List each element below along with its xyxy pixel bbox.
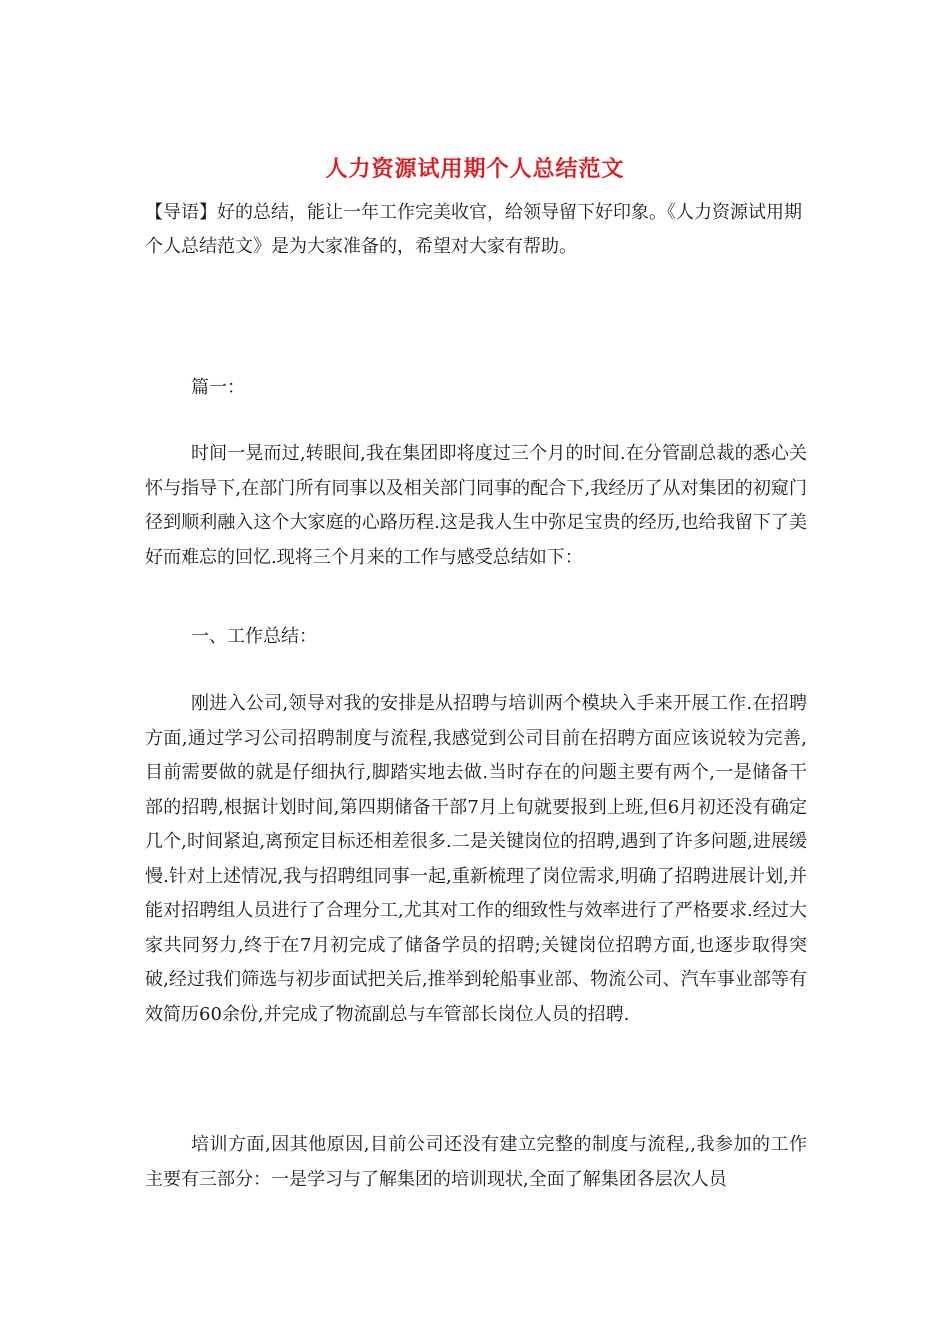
section-heading-work-summary: 一、工作总结： xyxy=(191,626,317,647)
body-paragraph-3: 培训方面,因其他原因,目前公司还没有建立完整的制度与流程,,我参加的工作主要有三部分：一是学习与了解集团的培训现状,全面了解集团各层次人员 xyxy=(145,1134,807,1190)
intro-text: 【导语】好的总结，能让一年工作完美收官，给领导留下好印象。《人力资源试用期个人总结范文》是为大家准备的，希望对大家有帮助。 xyxy=(145,202,802,257)
body-paragraph-1: 时间一晃而过,转眼间,我在集团即将度过三个月的时间.在分管副总裁的悉心关怀与指导下,在部门所有同事以及相关部门同事的配合下,我经历了从对集团的初窥门径到顺利融入这个大家庭的心路历程.这是我人生中弥足宝贵的经历,也给我留下了美好而难忘的回忆.现将三个月来的工作与感受总结如下： xyxy=(145,443,807,568)
section-heading-part-one: 篇一： xyxy=(191,377,245,398)
body-paragraph-2: 刚进入公司,领导对我的安排是从招聘与培训两个模块入手来开展工作.在招聘方面,通过学习公司招聘制度与流程,我感觉到公司目前在招聘方面应该说较为完善,目前需要做的就是仔细执行,脚踏实地去做.当时存在的问题主要有两个,一是储备干部的招聘,根据计划时间,第四期储备干部7月上旬就要报到上班,但6月初还没有确定几个,时间紧迫,离预定目标还相差很多.二是关键岗位的招聘,遇到了许多问题,进展缓慢.针对上述情况,我与招聘组同事一起,重新梳理了岗位需求,明确了招聘进展计划,并能对招聘组人员进行了合理分工,尤其对工作的细致性与效率进行了严格要求.经过大家共同努力,终于在7月初完成了储备学员的招聘;关键岗位招聘方面,也逐步取得突破,经过我们筛选与初步面试把关后,推举到轮船事业部、物流公司、汽车事业部等有效简历60余份,并完成了物流副总与车管部长岗位人员的招聘. xyxy=(145,693,807,1025)
document-title: 人力资源试用期个人总结范文 xyxy=(325,156,625,182)
